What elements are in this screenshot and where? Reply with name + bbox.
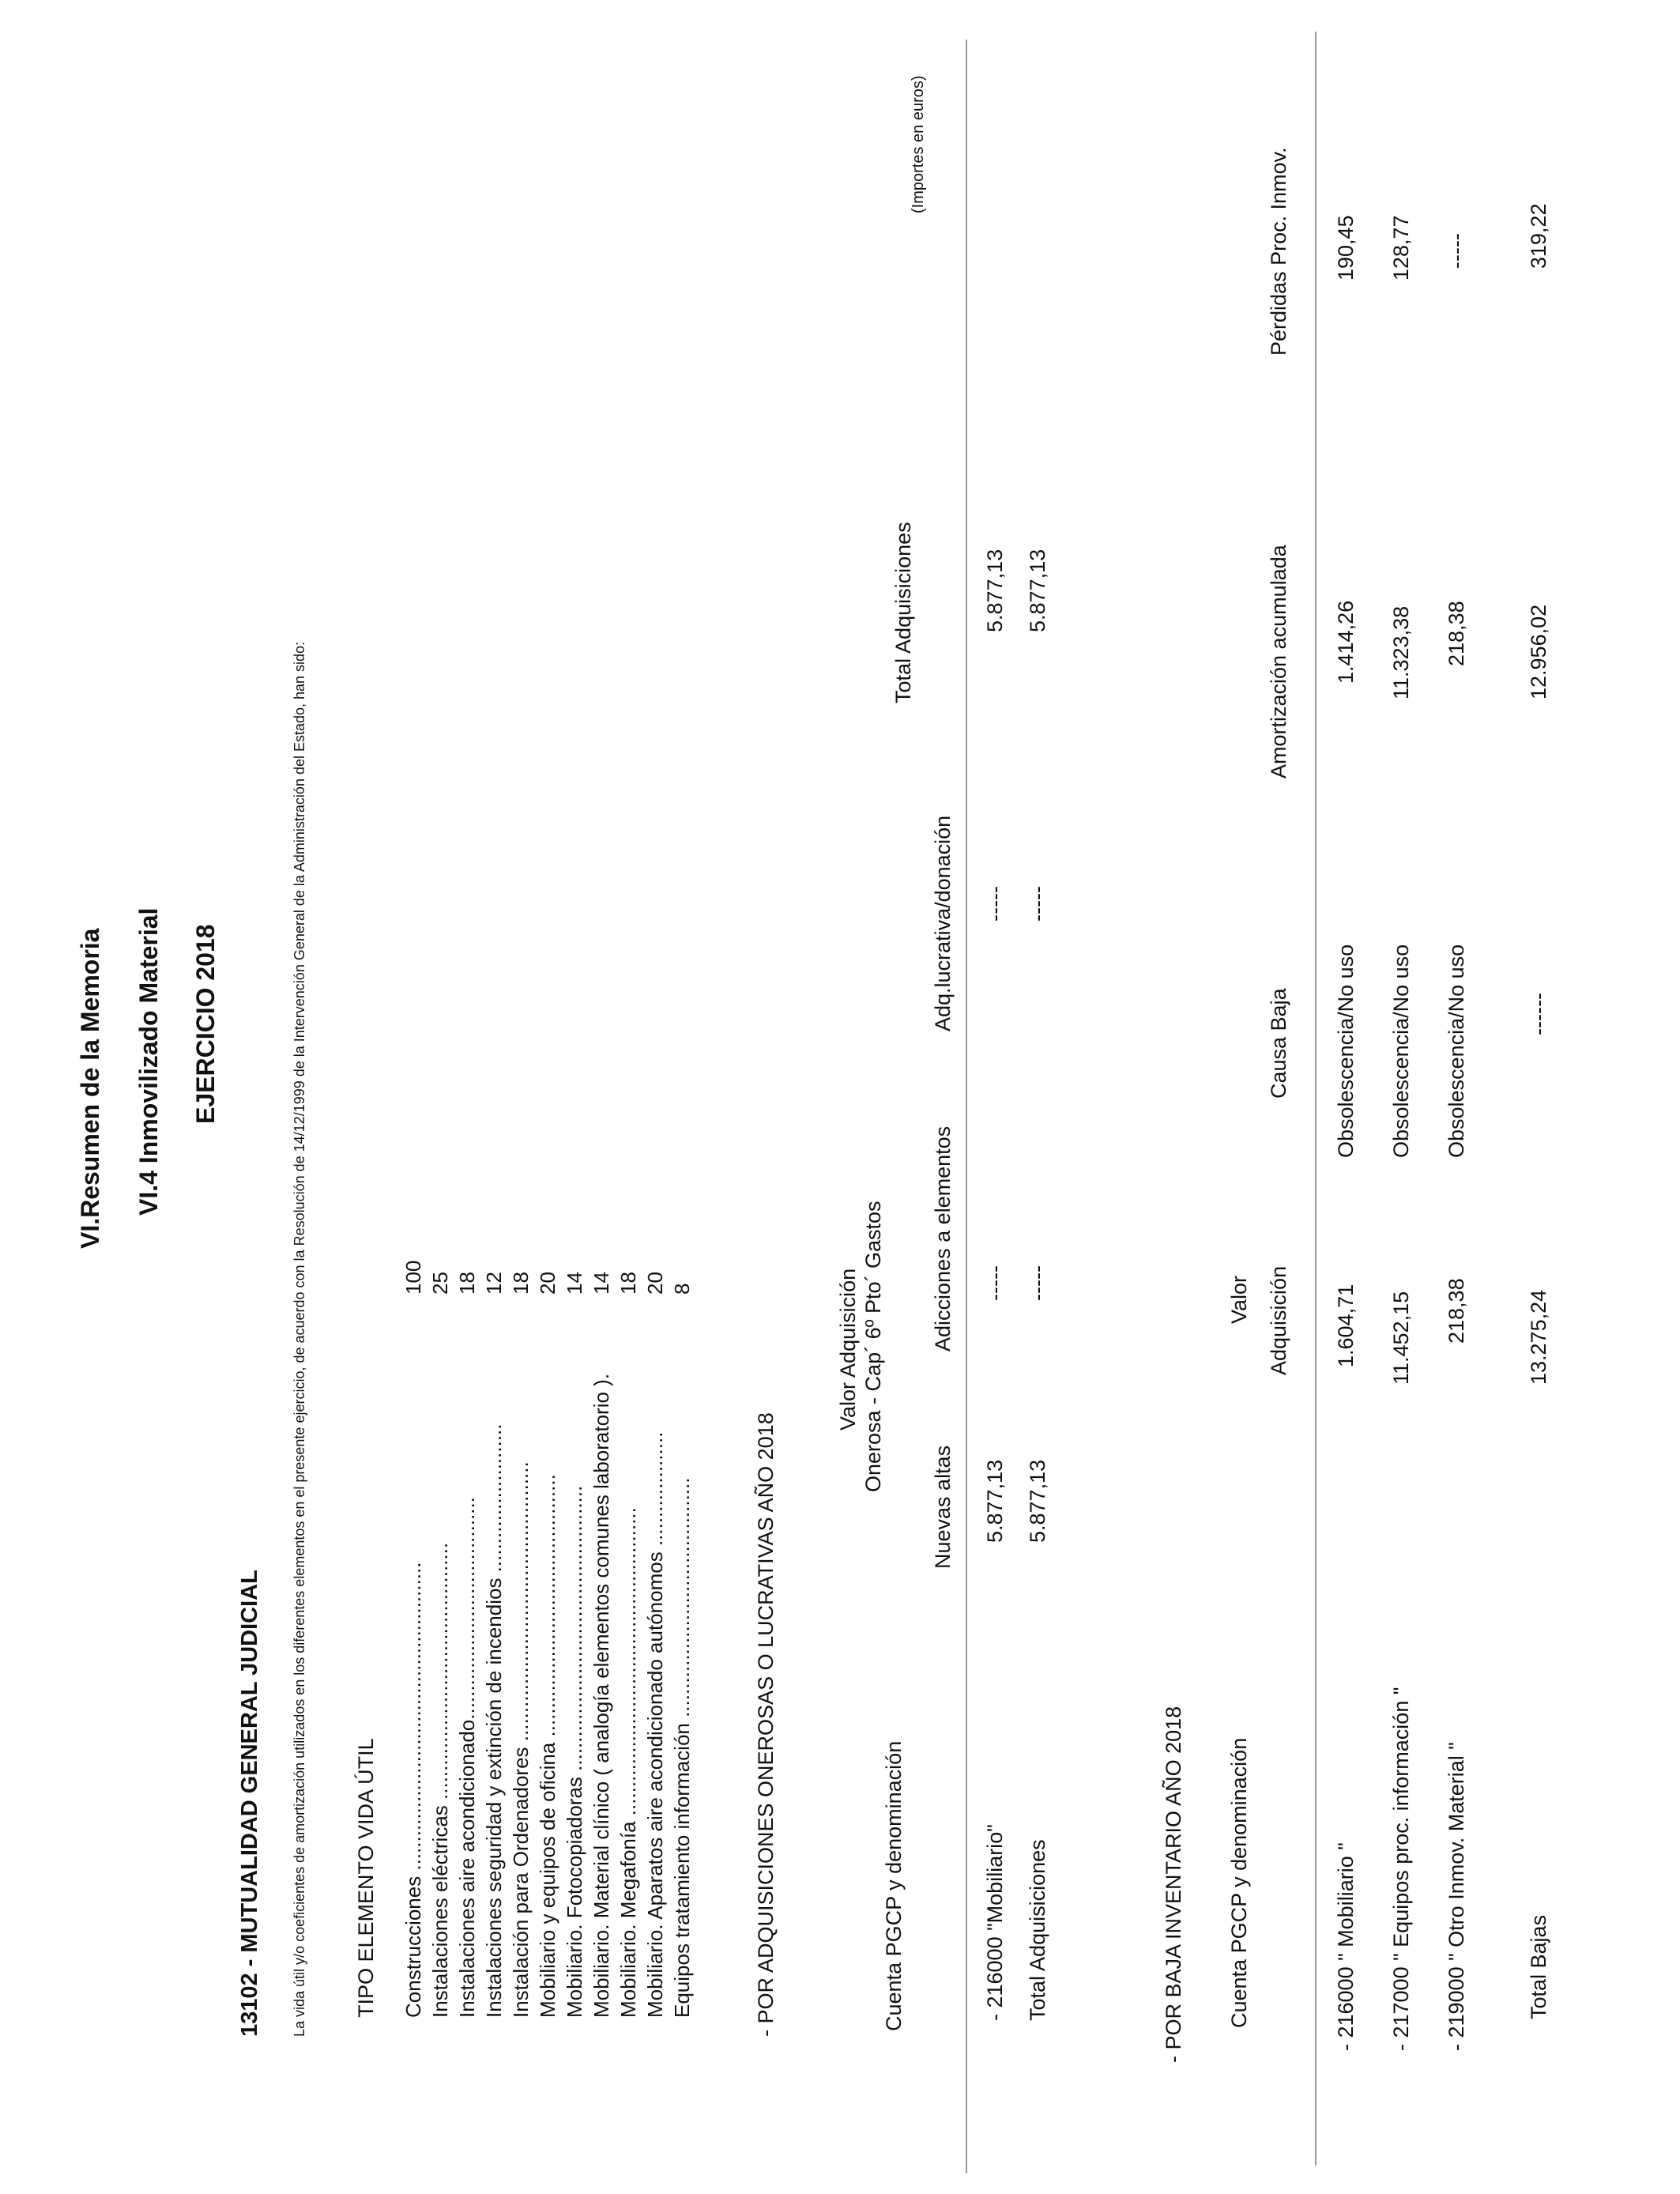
vida-util-label: Instalación para Ordenadores ................................................. [509,1461,533,2018]
adquisiciones-col-nuevas: Nuevas altas [931,1445,955,1569]
bajas-row-causa: Obsolescencia/No uso [1389,944,1413,1158]
adquisiciones-total-cuenta: Total Adquisiciones [1026,1839,1049,2021]
bajas-total-cuenta: Total Bajas [1527,1914,1550,2019]
table-divider-adquisiciones [966,40,967,2173]
vida-util-value: 12 [482,1272,506,1295]
bajas-row-causa: Obsolescencia/No uso [1445,944,1468,1158]
vida-util-item [484,1263,504,2018]
bajas-col-perdidas: Pérdidas Proc. Inmov. [1267,147,1290,356]
vida-util-item [430,1263,450,2018]
bajas-col-valor-line2: Adquisición [1267,1265,1290,1375]
vida-util-value: 14 [563,1272,586,1295]
adquisiciones-col-adiciones: Adicciones a elementos [931,1125,955,1351]
bajas-row-valor: 11.452,15 [1389,1291,1413,1385]
bajas-total-causa: ------ [1527,993,1550,1035]
entity-name: 13102 - MUTUALIDAD GENERAL JUDICIAL [237,1570,262,2037]
vida-util-label: Mobiliario y equipos de oficina .............................................. [536,1474,559,2018]
vida-util-value: 100 [401,1260,425,1295]
vida-util-label: Equipos tratamiento información .......................................... [670,1477,694,2018]
units-note: (Importes en euros) [910,75,927,213]
intro-text: La vida útil y/o coeficientes de amortización utilizados en los diferentes elementos en el presente ejercicio, de acuerdo con la Resolución de 14/12/1999 de la Intervención General de la Administración del Estado, han sido: [292,641,307,2037]
vida-util-value: 18 [616,1272,640,1295]
adquisiciones-row-nuevas: 5.877,13 [983,1459,1007,1543]
vida-util-item [564,1263,585,2018]
vida-util-item [510,1263,531,2018]
bajas-total-perdidas: 319,22 [1527,203,1550,269]
table-divider-bajas [1315,32,1317,2166]
adquisiciones-row-total: 5.877,13 [983,548,1007,632]
adquisiciones-total-total: 5.877,13 [1026,548,1049,632]
bajas-row-amort: 11.323,38 [1389,605,1413,699]
vida-util-label: Instalaciones seguridad y extinción de incendios .......................... [482,1423,506,2018]
bajas-col-amort: Amortización acumulada [1267,545,1290,778]
vida-util-value: 14 [590,1272,613,1295]
bajas-row-cuenta: - 217000 " Equipos proc. información " [1389,1687,1413,2051]
bajas-row-cuenta: - 219000 " Otro Inmov. Material " [1445,1742,1468,2051]
adquisiciones-group-line2: Onerosa - Cap´ 6º Pto´ Gastos [861,1201,885,1492]
title-inmovilizado: VI.4 Inmovilizado Material [134,907,163,1216]
vida-util-heading: TIPO ELEMENTO VIDA ÚTIL [354,1738,378,2018]
vida-util-label: Mobiliario. Material clínico ( analogía elementos comunes laboratorio ). [590,1373,613,2018]
bajas-col-causa: Causa Baja [1267,988,1290,1099]
bajas-row-causa: Obsolescencia/No uso [1334,944,1358,1158]
title-ejercicio: EJERCICIO 2018 [191,924,220,1124]
bajas-row-cuenta: - 216000 " Mobiliario " [1334,1842,1358,2051]
vida-util-value: 8 [670,1283,694,1295]
vida-util-item [401,1260,425,2018]
bajas-row-amort: 218,38 [1445,601,1468,666]
bajas-row-valor: 1.604,71 [1334,1284,1358,1367]
vida-util-item [672,1263,692,2018]
vida-util-value: 20 [536,1272,559,1295]
adquisiciones-group-line1: Valor Adquisición [836,1268,860,1431]
title-memoria: VI.Resumen de la Memoria [76,928,104,1249]
vida-util-item [618,1263,638,2018]
vida-util-item [591,1263,612,2018]
adquisiciones-col-lucrativa: Adq.lucrativa/donación [931,815,955,1031]
vida-util-item [645,1263,665,2018]
vida-util-label: Construcciones ...................................................... [401,1562,425,2018]
vida-util-label: Mobiliario. Fotocopiadoras .................................................. [563,1485,586,2018]
adquisiciones-row-adiciones: ----- [983,1265,1007,1301]
bajas-col-cuenta: Cuenta PGCP y denominación [1227,1737,1251,2028]
bajas-total-amort: 12.956,02 [1527,604,1550,699]
vida-util-label: Instalaciones aire acondicionado....................................... [455,1497,479,2018]
adquisiciones-col-cuenta: Cuenta PGCP y denominación [882,1740,906,2031]
vida-util-label: Mobiliario. Megafonía ...................................................... [616,1507,640,2018]
adquisiciones-row-lucrativa: ----- [983,886,1007,922]
vida-util-value: 18 [509,1272,533,1295]
adquisiciones-total-nuevas: 5.877,13 [1026,1459,1049,1543]
adquisiciones-col-total: Total Adquisiciones [891,522,915,703]
adquisiciones-total-lucrativa: ----- [1026,886,1049,922]
bajas-section-title: - POR BAJA INVENTARIO AÑO 2018 [1162,1706,1185,2063]
bajas-total-valor: 13.275,24 [1527,1289,1550,1385]
bajas-row-perdidas: 190,45 [1334,215,1358,281]
vida-util-item [537,1263,558,2018]
vida-util-value: 20 [643,1272,667,1295]
adquisiciones-total-adiciones: ----- [1026,1265,1049,1301]
adquisiciones-row-cuenta: - 216000 "Mobiliario" [983,1824,1007,2021]
vida-util-item [457,1263,477,2018]
vida-util-value: 25 [428,1272,452,1295]
vida-util-label: Instalaciones eléctricas ............................................. [428,1542,452,2018]
bajas-row-amort: 1.414,26 [1334,600,1358,684]
bajas-row-valor: 218,38 [1445,1278,1468,1344]
bajas-row-perdidas: ----- [1445,233,1468,269]
vida-util-value: 18 [455,1272,479,1295]
bajas-col-valor-line1: Valor [1227,1275,1251,1324]
bajas-row-perdidas: 128,77 [1389,215,1413,281]
vida-util-label: Mobiliario. Aparatos aire acondicionado autónomos .................... [643,1431,667,2018]
adquisiciones-section-title: - POR ADQUISICIONES ONEROSAS O LUCRATIVAS AÑO 2018 [754,1412,778,2037]
